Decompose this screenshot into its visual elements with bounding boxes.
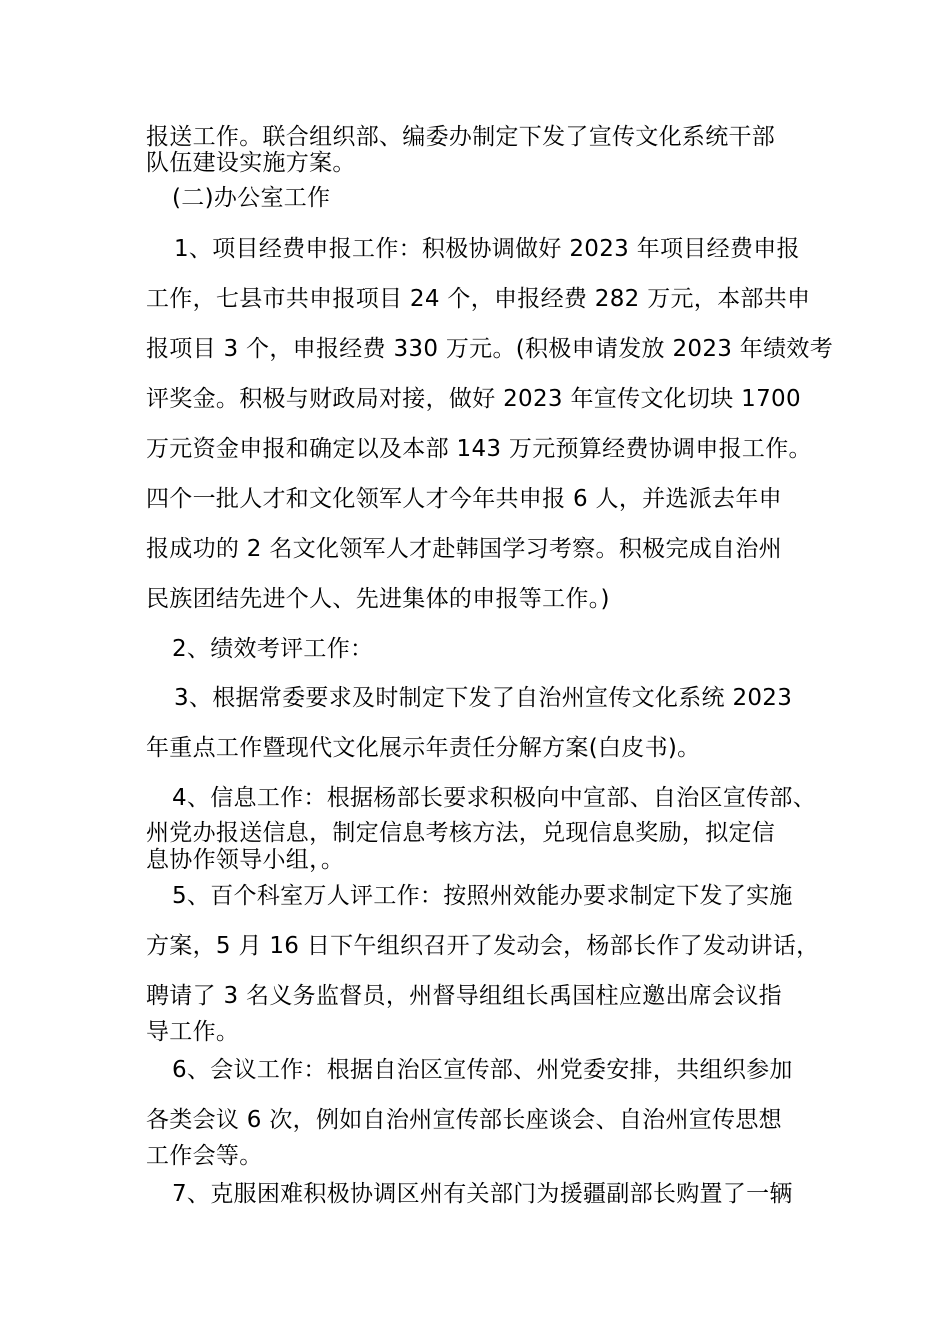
paragraph-line: 聘请了 3 名义务监督员，州督导组组长禹国柱应邀出席会议指 <box>146 983 782 1009</box>
section-heading: (二)办公室工作 <box>172 185 331 211</box>
paragraph-line: 报送工作。联合组织部、编委办制定下发了宣传文化系统干部 <box>146 124 776 150</box>
paragraph-line: 年重点工作暨现代文化展示年责任分解方案(白皮书)。 <box>146 735 701 761</box>
paragraph-line: 7、克服困难积极协调区州有关部门为援疆副部长购置了一辆 <box>172 1181 793 1207</box>
paragraph-line: 方案，5 月 16 日下午组织召开了发动会，杨部长作了发动讲话， <box>146 933 820 959</box>
paragraph-line: 报项目 3 个，申报经费 330 万元。(积极申请发放 2023 年绩效考 <box>146 336 834 362</box>
paragraph-line: 6、会议工作：根据自治区宣传部、州党委安排，共组织参加 <box>172 1057 793 1083</box>
paragraph-line: 1、项目经费申报工作：积极协调做好 2023 年项目经费申报 <box>174 236 800 262</box>
paragraph-line: 导工作。 <box>146 1019 240 1045</box>
paragraph-line: 4、信息工作：根据杨部长要求积极向中宣部、自治区宣传部、 <box>172 785 817 811</box>
paragraph-line: 3、根据常委要求及时制定下发了自治州宣传文化系统 2023 <box>174 685 793 711</box>
paragraph-line: 工作会等。 <box>146 1143 263 1169</box>
paragraph-line: 5、百个科室万人评工作：按照州效能办要求制定下发了实施 <box>172 883 793 909</box>
paragraph-line: 各类会议 6 次，例如自治州宣传部长座谈会、自治州宣传思想 <box>146 1107 782 1133</box>
paragraph-line: 民族团结先进个人、先进集体的申报等工作。) <box>146 586 610 612</box>
paragraph-line: 队伍建设实施方案。 <box>146 150 356 176</box>
paragraph-line: 2、绩效考评工作： <box>172 636 374 662</box>
paragraph-line: 工作，七县市共申报项目 24 个，申报经费 282 万元，本部共申 <box>146 286 811 312</box>
paragraph-line: 评奖金。积极与财政局对接，做好 2023 年宣传文化切块 1700 <box>146 386 801 412</box>
paragraph-line: 州党办报送信息，制定信息考核方法，兑现信息奖励，拟定信 <box>146 820 776 846</box>
paragraph-line: 四个一批人才和文化领军人才今年共申报 6 人，并选派去年申 <box>146 486 782 512</box>
paragraph-line: 万元资金申报和确定以及本部 143 万元预算经费协调申报工作。 <box>146 436 812 462</box>
paragraph-line: 息协作领导小组，。 <box>146 847 345 873</box>
paragraph-line: 报成功的 2 名文化领军人才赴韩国学习考察。积极完成自治州 <box>146 536 782 562</box>
